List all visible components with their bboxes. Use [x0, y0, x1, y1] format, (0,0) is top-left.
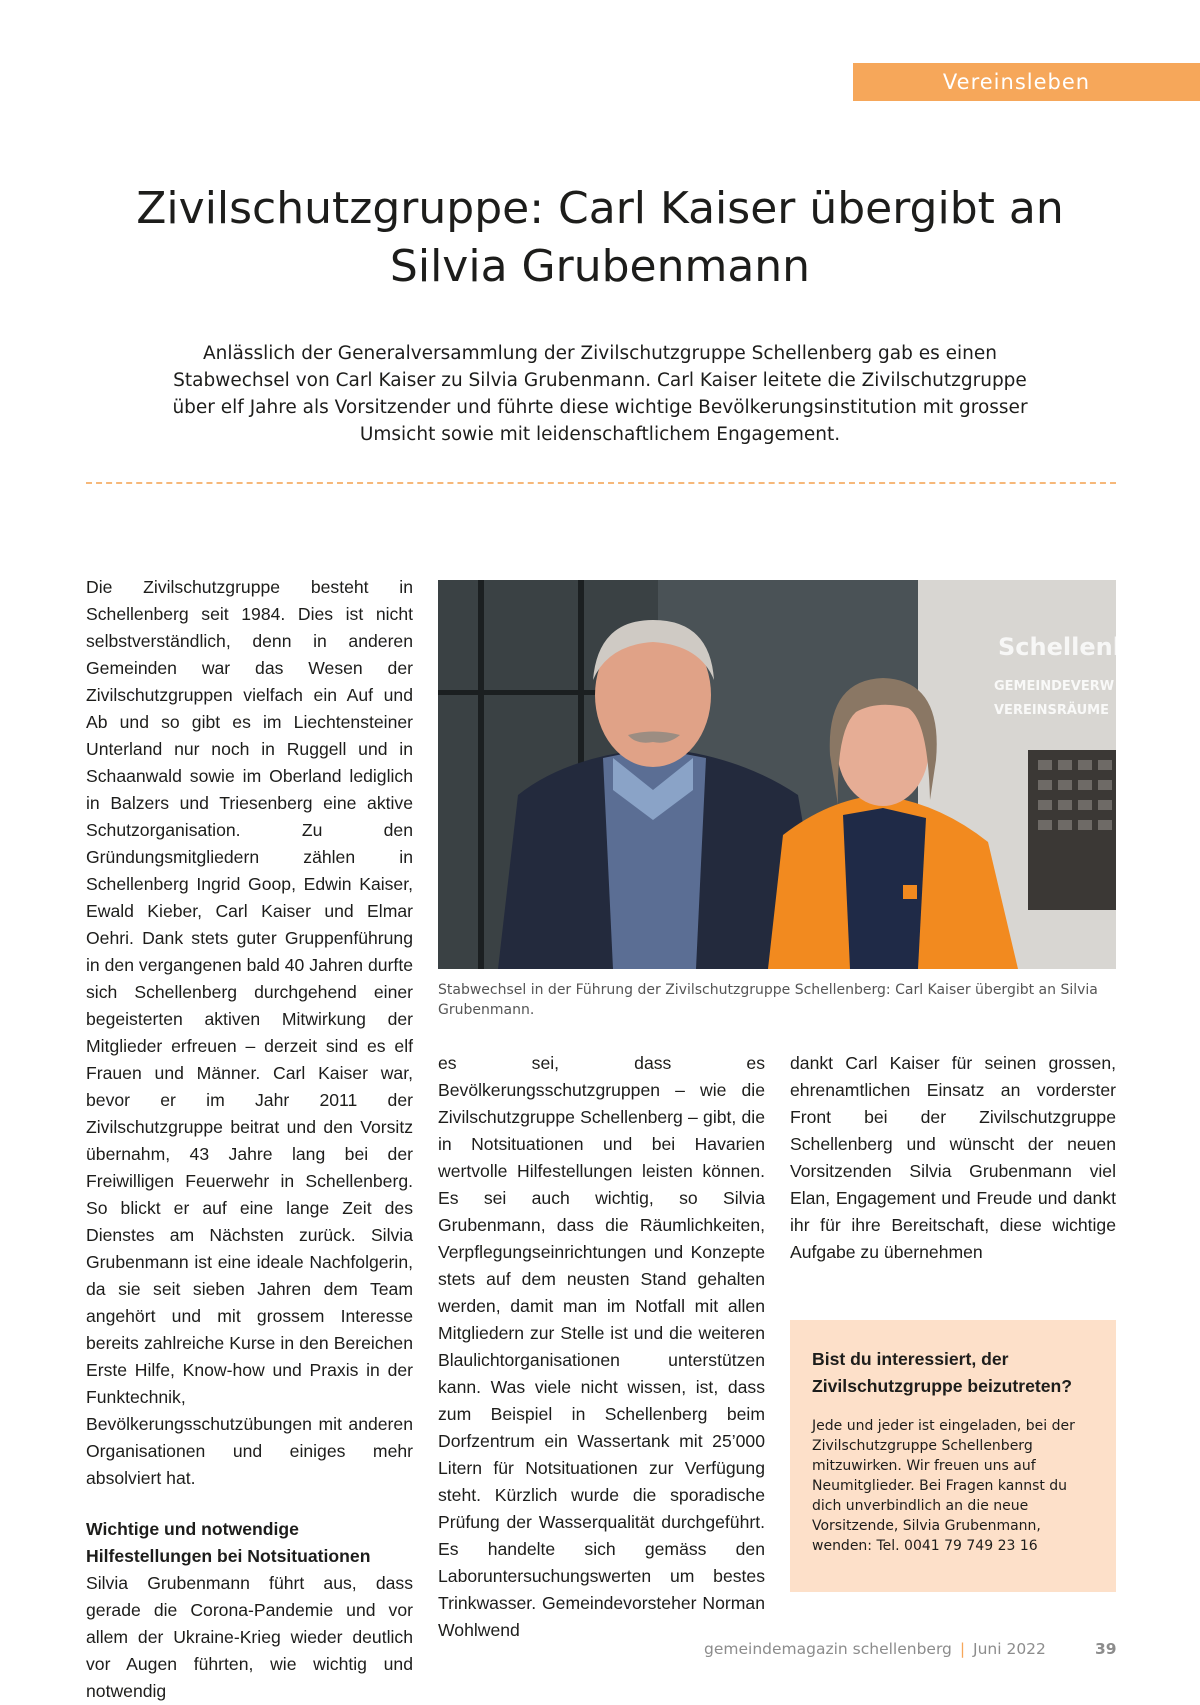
info-box	[790, 1320, 1116, 1592]
sign-text: VEREINSRÄUME	[994, 703, 1109, 718]
photo-caption: Stabwechsel in der Führung der Zivilschutzgruppe Schellenberg: Carl Kaiser übergibt an Silvia Grubenmann.	[438, 982, 1098, 1018]
article-column-3	[790, 1050, 1116, 1266]
info-box-text: Jede und jeder ist eingeladen, bei der Zivilschutzgruppe Schellenberg mitzuwirken. Wir freuen uns auf Neumitglieder. Bei Fragen kannst du dich unverbindlich an die neue Vorsitzende, Silvia Grubenmann, wenden: Tel. 0041 79 749 23 16	[812, 1418, 1075, 1554]
article-title: Zivilschutzgruppe: Carl Kaiser übergibt an Silvia Grubenmann	[136, 183, 1064, 292]
article-column-2	[438, 1050, 765, 1644]
photo-illustration	[438, 580, 1130, 969]
body-paragraph: dankt Carl Kaiser für seinen grossen, ehrenamtlichen Einsatz an vorderster Front bei der Zivilschutzgruppe Schellenberg und wünscht der neuen Vorsitzenden Silvia Grubenmann viel Elan, Engagement und Freude und dankt ihr für ihre Bereitschaft, diese wichtige Aufgabe zu übernehmen	[790, 1053, 1116, 1262]
sign-text: GEMEINDEVERW	[994, 679, 1115, 694]
info-box-heading: Bist du interessiert, der Zivilschutzgruppe beizutreten?	[812, 1349, 1073, 1396]
article-lead: Anlässlich der Generalversammlung der Zivilschutzgruppe Schellenberg gab es einen Stabwechsel von Carl Kaiser zu Silvia Grubenmann. Carl Kaiser leitete die Zivilschutzgruppe über elf Jahre als Vorsitzender und führte diese wichtige Bevölkerungsinstitution mit grosser Umsicht sowie mit leidenschaftlichem Engagement.	[172, 343, 1028, 445]
sign-text: Schellenb	[998, 633, 1130, 661]
footer-publication	[704, 1640, 1046, 1658]
article-photo	[438, 580, 1130, 969]
article-column-1	[86, 574, 413, 1705]
footer-issue: Juni 2022	[973, 1640, 1046, 1658]
section-label: Vereinsleben	[942, 70, 1091, 94]
body-paragraph: Die Zivilschutzgruppe besteht in Schellenberg seit 1984. Dies ist nicht selbstverständlich, denn in anderen Gemeinden war das Wesen der Zivilschutzgruppen vielfach ein Auf und Ab und so gibt es im Liechtensteiner Unterland nur noch in Ruggell und in Schaanwald sowie im Oberland lediglich in Balzers und Triesenberg eine aktive Schutzorganisation. Zu den Gründungsmitgliedern zählen in Schellenberg Ingrid Goop, Edwin Kaiser, Ewald Kieber, Carl Kaiser und Elmar Oehri. Dank stets guter Gruppenführung in den vergangenen bald 40 Jahren durfte sich Schellenberg durchgehend einer begeisterten aktiven Mitwirkung der Mitglieder erfreuen – derzeit sind es elf Frauen und Männer. Carl Kaiser war, bevor er im Jahr 2011 der Zivilschutzgruppe beitrat und den Vorsitz übernahm, 43 Jahre lang bei der Freiwilligen Feuerwehr in Schellenberg. So blickt er auf eine lange Zeit des Dienstes am Nächsten zurück. Silvia Grubenmann ist eine ideale Nachfolgerin, da sie seit sieben Jahren dem Team angehört und mit grossem Interesse bereits zahlreiche Kurse in den Bereichen Erste Hilfe, Know-how und Praxis in der Funktechnik, Bevölkerungsschutzübungen mit anderen Organisationen und einiges mehr absolviert hat.	[86, 577, 413, 1488]
dashed-divider	[86, 482, 1116, 484]
page-number: 39	[1095, 1640, 1117, 1658]
section-tab	[853, 63, 1200, 101]
article-subheading: Wichtige und notwendige Hilfestellungen bei Notsituationen	[86, 1519, 371, 1566]
footer-magazine: gemeindemagazin schellenberg	[704, 1640, 952, 1658]
body-paragraph: es sei, dass es Bevölkerungsschutzgruppen – wie die Zivilschutzgruppe Schellenberg – gibt, die in Notsituationen und bei Havarien wertvolle Hilfestellungen leisten können. Es sei auch wichtig, so Silvia Grubenmann, dass die Räumlichkeiten, Verpflegungseinrichtungen und Konzepte stets auf dem neusten Stand gehalten werden, damit man im Notfall mit allen Mitgliedern zur Stelle ist und die weiteren Blaulichtorganisationen unterstützen kann. Was viele nicht wissen, ist, dass zum Beispiel in Schellenberg beim Dorfzentrum ein Wassertank mit 25’000 Litern für Notsituationen zur Verfügung steht. Kürzlich wurde die sporadische Prüfung der Wasserqualität durchgeführt. Es handelte sich gemäss den Laboruntersuchungswerten um bestes Trinkwasser. Gemeindevorsteher Norman Wohlwend	[438, 1053, 765, 1640]
body-paragraph: Silvia Grubenmann führt aus, dass gerade die Corona-Pandemie und vor allem der Ukraine-Krieg wieder deutlich vor Augen führten, wie wichtig und notwendig	[86, 1573, 413, 1701]
footer-separator: |	[959, 1640, 966, 1658]
